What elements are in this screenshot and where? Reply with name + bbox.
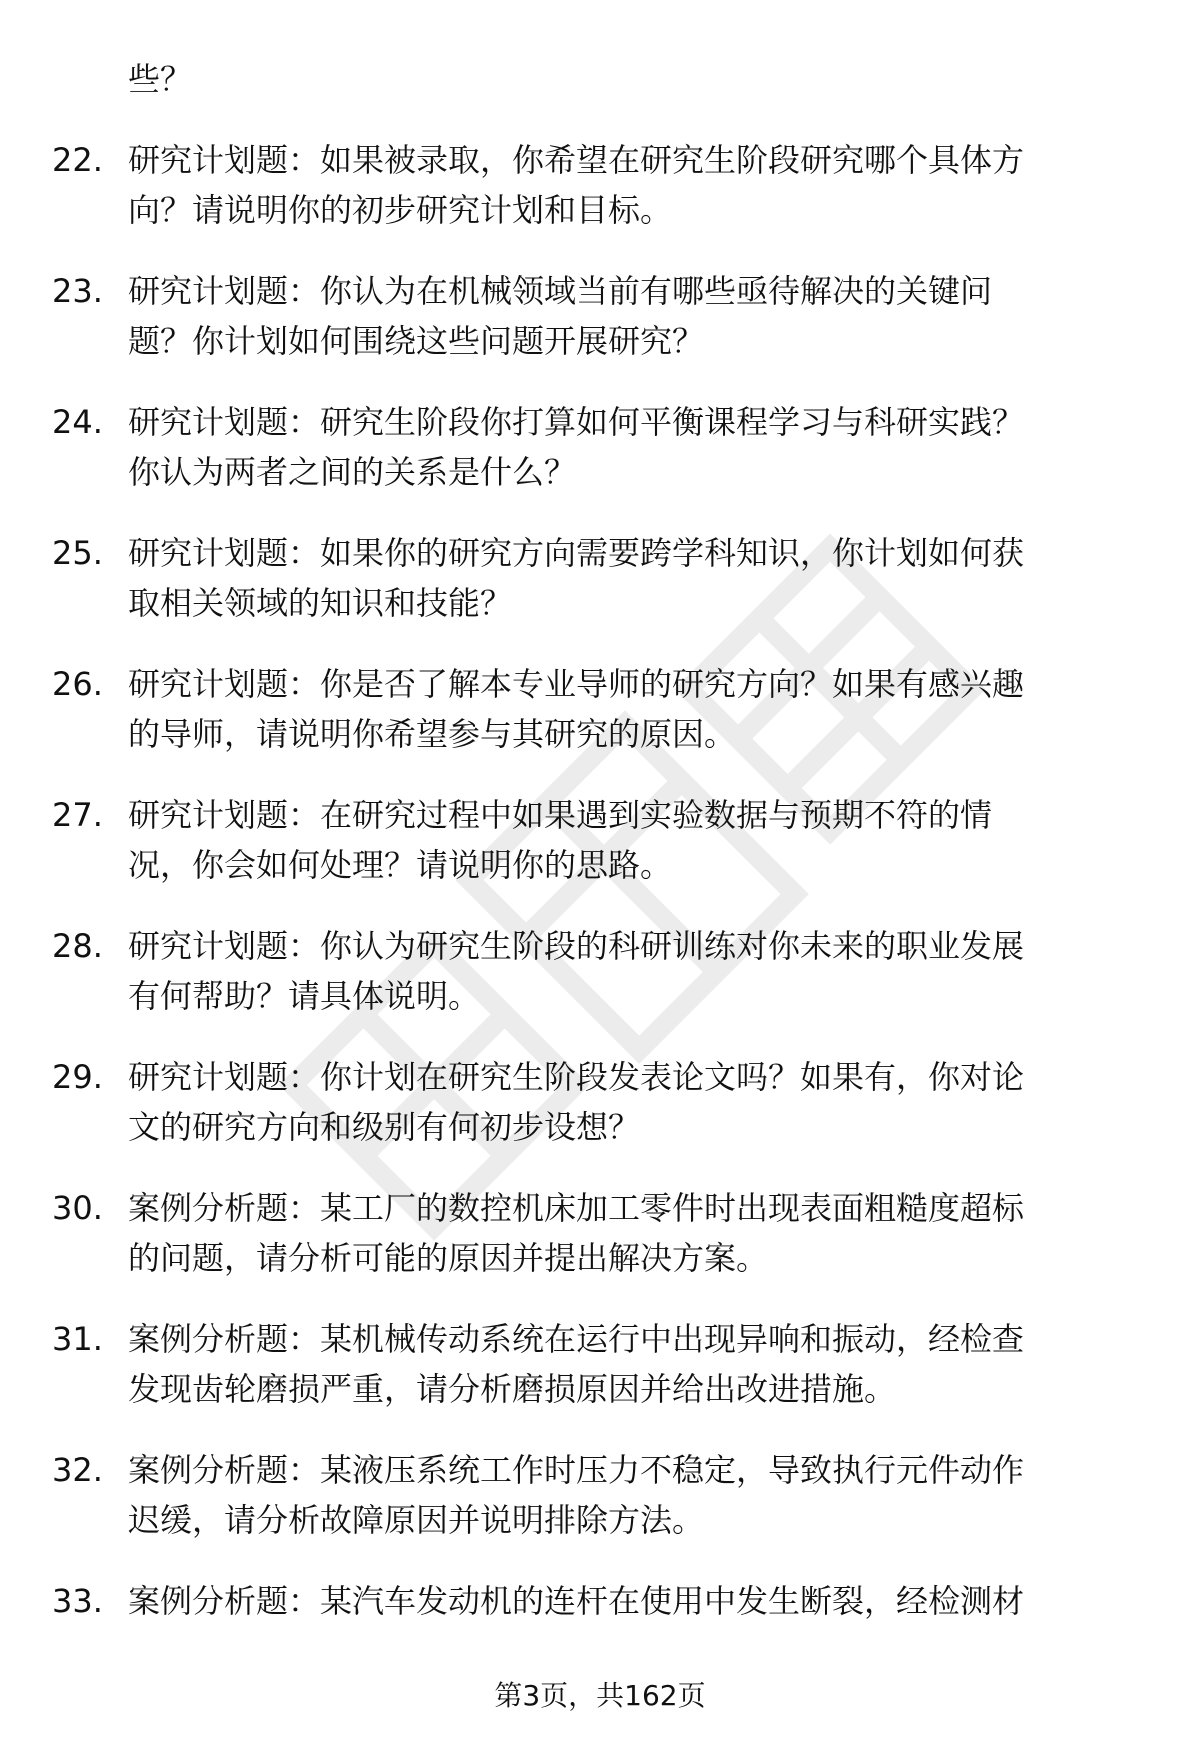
list-item [52,135,1152,235]
list-item [52,790,1152,890]
item-text-line: 案例分析题：某液压系统工作时压力不稳定，导致执行元件动作 [128,1451,1025,1489]
item-text-line: 你认为两者之间的关系是什么？ [128,453,577,491]
item-text [128,659,1152,759]
item-text-line: 研究计划题：在研究过程中如果遇到实验数据与预期不符的情 [128,796,993,834]
item-text [128,528,1152,628]
page-footer: 第3页，共162页 [494,1679,706,1712]
list-item [52,659,1152,759]
item-text [128,1445,1152,1545]
item-text-line: 研究计划题：你是否了解本专业导师的研究方向？如果有感兴趣 [128,665,1025,703]
item-number: 26. [52,665,103,703]
item-number: 33. [52,1582,103,1620]
item-text [128,790,1152,890]
list-item [52,266,1152,366]
item-text [128,135,1152,235]
item-number: 30. [52,1189,103,1227]
item-text-line: 题？你计划如何围绕这些问题开展研究？ [128,322,705,360]
item-text-line: 迟缓，请分析故障原因并说明排除方法。 [128,1501,705,1539]
list-item [52,1314,1152,1414]
item-number: 25. [52,534,103,572]
list-item [52,1052,1152,1152]
item-text-line: 研究计划题：你认为研究生阶段的科研训练对你未来的职业发展 [128,927,1025,965]
items-container [52,135,1152,1626]
list-item [52,1576,1152,1626]
item-text [128,1183,1152,1283]
item-number: 22. [52,141,103,179]
continued-text: 些？ [128,60,193,98]
item-text-line: 案例分析题：某工厂的数控机床加工零件时出现表面粗糙度超标 [128,1189,1025,1227]
item-text-line: 的导师，请说明你希望参与其研究的原因。 [128,715,737,753]
item-number: 31. [52,1320,103,1358]
item-text-line: 研究计划题：你计划在研究生阶段发表论文吗？如果有，你对论 [128,1058,1025,1096]
item-text [128,1052,1152,1152]
list-item [52,397,1152,497]
item-number: 24. [52,403,103,441]
item-number: 32. [52,1451,103,1489]
list-item [52,1183,1152,1283]
item-text [128,921,1152,1021]
list-item [52,528,1152,628]
item-text-line: 研究计划题：如果你的研究方向需要跨学科知识，你计划如何获 [128,534,1025,572]
item-text-line: 向？请说明你的初步研究计划和目标。 [128,191,673,229]
item-text-line: 有何帮助？请具体说明。 [128,977,481,1015]
item-number: 28. [52,927,103,965]
item-number: 27. [52,796,103,834]
item-text-line: 案例分析题：某机械传动系统在运行中出现异响和振动，经检查 [128,1320,1025,1358]
list-item [52,1445,1152,1545]
list-item [52,921,1152,1021]
item-text-line: 况，你会如何处理？请说明你的思路。 [128,846,673,884]
item-text-line: 研究计划题：你认为在机械领域当前有哪些亟待解决的关键问 [128,272,993,310]
item-text-line: 发现齿轮磨损严重，请分析磨损原因并给出改进措施。 [128,1370,897,1408]
item-text-line: 的问题，请分析可能的原因并提出解决方案。 [128,1239,769,1277]
item-number: 23. [52,272,103,310]
item-text [128,1314,1152,1414]
item-number: 29. [52,1058,103,1096]
item-text [128,397,1152,497]
item-text-line: 案例分析题：某汽车发动机的连杆在使用中发生断裂，经检测材 [128,1582,1025,1620]
item-text-line: 研究计划题：如果被录取，你希望在研究生阶段研究哪个具体方 [128,141,1025,179]
item-text-line: 取相关领域的知识和技能？ [128,584,513,622]
item-text [128,266,1152,366]
question-list [52,54,1152,1626]
item-text-line: 研究计划题：研究生阶段你打算如何平衡课程学习与科研实践？ [128,403,1025,441]
item-text-line: 文的研究方向和级别有何初步设想？ [128,1108,641,1146]
item-text [128,1576,1152,1626]
